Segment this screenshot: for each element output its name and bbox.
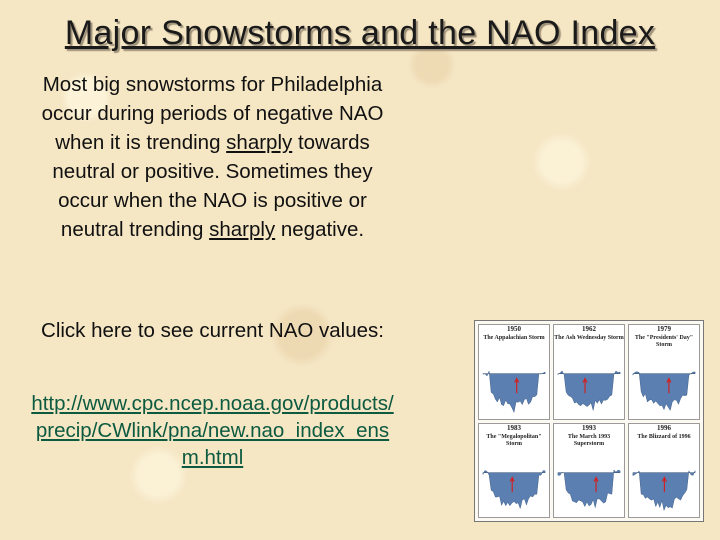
description-part-2: towards neutral or positive. Sometimes they occur when the NAO is positive or neutral trending [52, 131, 373, 241]
storm-panel-year: 1996 [657, 423, 671, 432]
description-part-3: negative. [275, 218, 365, 241]
emphasis-sharply-1: sharply [226, 131, 293, 154]
page-title: Major Snowstorms and the NAO Index [64, 14, 656, 52]
storm-panel-name: The Ash Wednesday Storm [554, 335, 624, 341]
storm-panel-year: 1983 [507, 423, 521, 432]
storm-panel-year: 1993 [582, 423, 596, 432]
storm-panel-2 [553, 324, 625, 420]
click-here-text: Click here to see current NAO values: [41, 319, 384, 342]
storm-panel-year: 1979 [657, 325, 671, 333]
nao-mini-plot [554, 325, 624, 419]
storm-panel-year: 1950 [507, 325, 521, 333]
snowstorm-nao-figure [474, 320, 704, 522]
storm-panel-6 [628, 423, 700, 519]
emphasis-sharply-2: sharply [209, 218, 276, 241]
nao-description [30, 70, 395, 244]
storm-panel-name: The Appalachian Storm [483, 335, 545, 341]
description-part-1: Most big snowstorms for Philadelphia occur during periods of negative NAO when it is trending [41, 73, 384, 154]
storm-panel-name: The "Megalopolitan" Storm [486, 433, 542, 447]
nao-mini-plot [479, 325, 549, 419]
storm-panel-3 [628, 324, 700, 420]
storm-panel-1 [478, 324, 550, 420]
storm-panel-name: The "Presidents' Day" Storm [634, 335, 694, 348]
storm-panel-4 [478, 423, 550, 519]
nao-mini-plot [479, 424, 549, 518]
storm-panel-5 [553, 423, 625, 519]
storm-panel-name: The March 1993 Superstorm [567, 433, 611, 447]
nao-index-link[interactable]: http://www.cpc.ncep.noaa.gov/products/precip/CWlink/pna/new.nao_index_ensm.html [31, 392, 394, 469]
nao-mini-plot [554, 424, 624, 518]
storm-panel-name: The Blizzard of 1996 [637, 433, 691, 440]
nao-mini-plot [629, 325, 699, 419]
storm-panel-year: 1962 [582, 325, 596, 333]
nao-mini-plot [629, 424, 699, 518]
